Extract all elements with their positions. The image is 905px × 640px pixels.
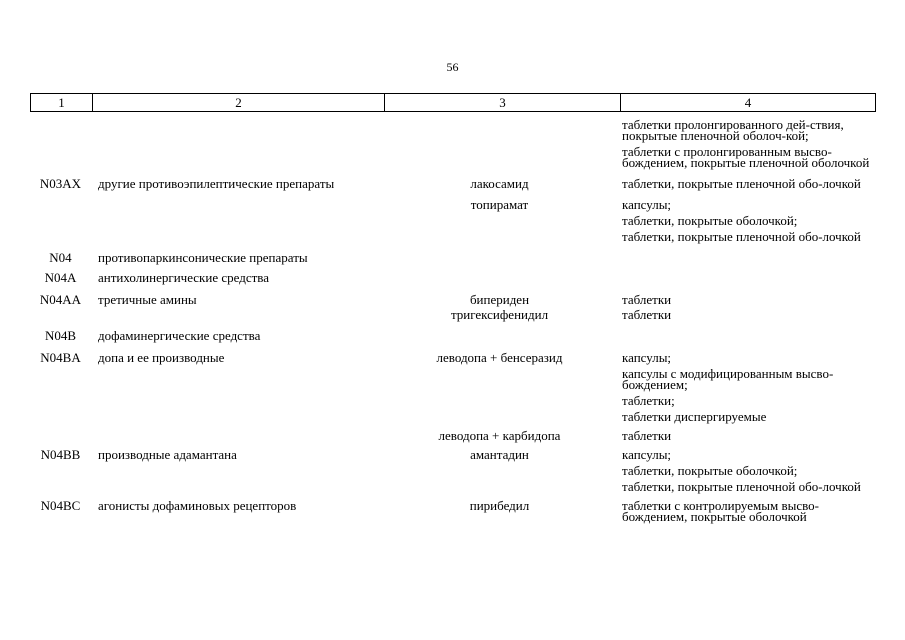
table-header	[30, 93, 876, 112]
atc-code	[30, 305, 91, 309]
drug-name: лакосамид	[470, 176, 529, 191]
dosage-form: таблетки с пролонгированным высво-бождением, покрытые пленочной оболочкой	[622, 144, 870, 170]
table-row	[30, 195, 876, 242]
table-row	[30, 266, 876, 286]
dosage-form: таблетки	[622, 307, 672, 322]
table-row	[30, 496, 876, 522]
drug-name: бипериден	[469, 292, 530, 307]
dosage-forms	[617, 195, 876, 242]
atc-code: N04BC	[40, 498, 81, 513]
dosage-form: таблетки	[622, 292, 672, 307]
dosage-forms	[617, 174, 876, 189]
dosage-forms	[617, 426, 876, 441]
header-col-1: 1	[31, 94, 93, 111]
drug-name: леводопа + карбидопа	[438, 428, 561, 443]
group-name: другие противоэпилептические препараты	[98, 176, 335, 191]
dosage-forms	[617, 348, 876, 422]
dosage-form: таблетки пролонгированного дей-ствия, покрытые пленочной оболоч-кой;	[622, 117, 844, 143]
drug-name: тригексифенидил	[450, 307, 549, 322]
table-row	[30, 290, 876, 305]
atc-code	[30, 426, 91, 430]
atc-code: N04AA	[39, 292, 82, 307]
drug-name	[382, 115, 617, 119]
group-name: агонисты дофаминовых рецепторов	[98, 498, 297, 513]
group-name: антихолинергические средства	[98, 270, 270, 285]
table-row	[30, 174, 876, 189]
dosage-form: таблетки, покрытые оболочкой;	[622, 463, 798, 478]
group-name: противопаркинсонические препараты	[98, 250, 308, 265]
dosage-form: капсулы;	[622, 447, 672, 462]
drug-name: топирамат	[470, 197, 529, 212]
group-name: допа и ее производные	[98, 350, 225, 365]
dosage-forms	[617, 290, 876, 305]
atc-code: N04	[49, 250, 72, 265]
atc-code	[30, 115, 91, 119]
dosage-forms	[617, 305, 876, 320]
dosage-form: таблетки;	[622, 393, 675, 408]
group-name: дофаминергические средства	[98, 328, 261, 343]
dosage-form: таблетки, покрытые пленочной обо-лочкой	[622, 176, 861, 191]
group-name	[91, 115, 382, 119]
dosage-form: таблетки, покрытые оболочкой;	[622, 213, 798, 228]
header-col-2: 2	[93, 94, 385, 111]
atc-code	[30, 195, 91, 199]
table-row	[30, 445, 876, 492]
dosage-form: капсулы с модифицированным высво-бождением;	[622, 366, 834, 392]
dosage-forms	[617, 115, 876, 168]
atc-code: N04BB	[40, 447, 81, 462]
drug-name: амантадин	[470, 447, 529, 462]
drug-name	[382, 246, 617, 250]
page-number: 56	[446, 60, 459, 74]
group-name: производные адамантана	[98, 447, 237, 462]
atc-code: N04BA	[40, 350, 81, 365]
dosage-form: капсулы;	[622, 350, 672, 365]
group-name	[91, 426, 382, 430]
atc-code: N03AX	[39, 176, 82, 191]
dosage-form: таблетки с контролируемым высво-бождением, покрытые оболочкой	[622, 498, 819, 524]
drug-name: пирибедил	[469, 498, 530, 513]
dosage-form: таблетки, покрытые пленочной обо-лочкой	[622, 229, 861, 244]
dosage-forms	[617, 445, 876, 492]
dosage-forms	[617, 496, 876, 522]
atc-code: N04A	[44, 270, 77, 285]
dosage-form: таблетки	[622, 428, 672, 443]
drug-name: леводопа + бенсеразид	[436, 350, 563, 365]
dosage-form: капсулы;	[622, 197, 672, 212]
group-name	[91, 195, 382, 199]
table-row	[30, 426, 876, 441]
table-row	[30, 115, 876, 168]
group-name: третичные амины	[98, 292, 197, 307]
atc-code: N04B	[44, 328, 77, 343]
header-col-4: 4	[744, 95, 752, 110]
table-row	[30, 305, 876, 320]
dosage-form: таблетки, покрытые пленочной обо-лочкой	[622, 479, 861, 494]
header-col-3: 3	[385, 94, 621, 111]
table-row	[30, 348, 876, 422]
drug-name	[382, 324, 617, 328]
drug-name	[382, 266, 617, 270]
table-row	[30, 246, 876, 266]
group-name	[91, 305, 382, 309]
dosage-form: таблетки диспергируемые	[622, 409, 767, 424]
table-row	[30, 324, 876, 344]
table-body	[30, 115, 876, 522]
